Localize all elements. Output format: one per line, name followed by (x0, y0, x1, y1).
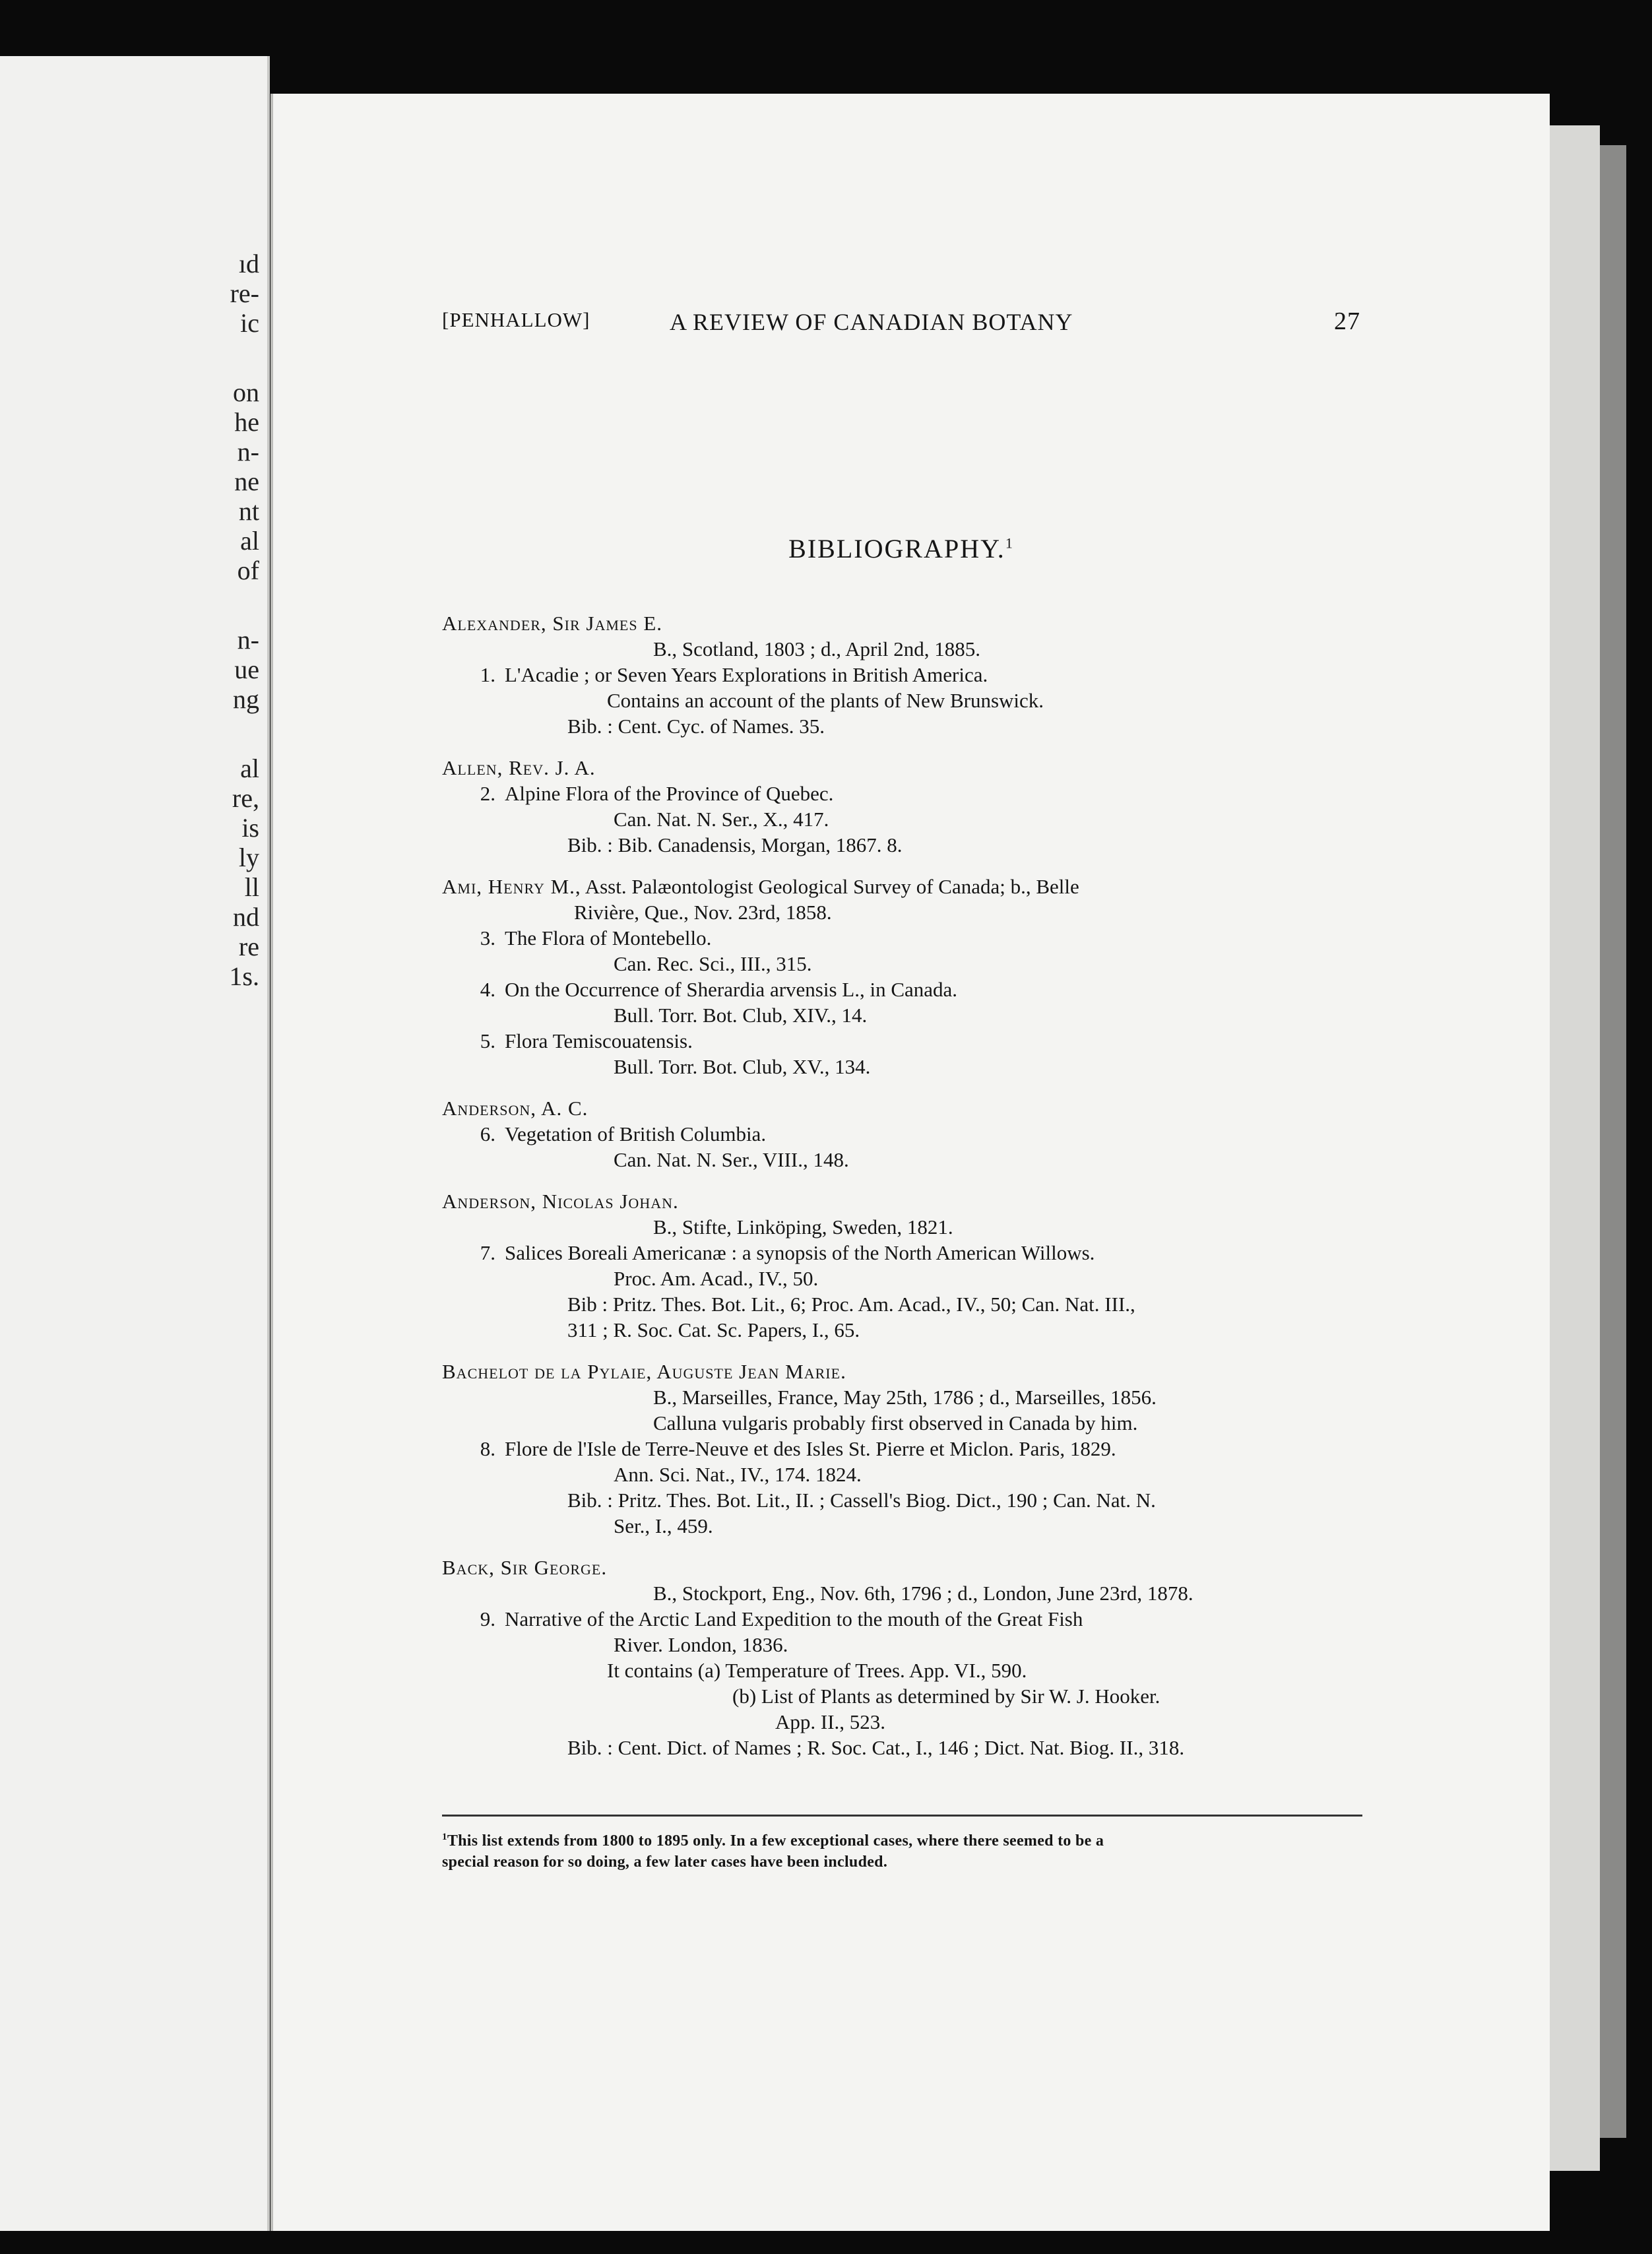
previous-page-fragment: ll (244, 872, 259, 902)
bib-bio-line: B., Stifte, Linköping, Sweden, 1821. (653, 1215, 953, 1239)
previous-page-fragment: ng (233, 684, 259, 714)
bib-work (442, 1436, 1362, 1462)
work-title: Vegetation of British Columbia. (505, 1122, 767, 1145)
bib-bio-line: B., Stockport, Eng., Nov. 6th, 1796 ; d., London, June 23rd, 1878. (653, 1582, 1193, 1605)
author-name: Ami, Henry M., (442, 875, 581, 898)
bib-author (442, 1359, 1362, 1384)
work-number: 7. (480, 1241, 495, 1264)
work-number: 9. (480, 1607, 495, 1630)
previous-page-fragment: al (240, 526, 259, 556)
bib-author (442, 874, 1362, 899)
work-title: Narrative of the Arctic Land Expedition to the mouth of the Great Fish (505, 1607, 1083, 1630)
bib-bio-line: B., Marseilles, France, May 25th, 1786 ; d., Marseilles, 1856. (653, 1386, 1157, 1409)
previous-page-fragment: nt (238, 496, 259, 526)
previous-page-fragment: ic (240, 308, 259, 338)
bib-cite-line: Can. Nat. N. Ser., VIII., 148. (614, 1148, 849, 1171)
bib-bib-line: Bib. : Cent. Cyc. of Names. 35. (567, 715, 825, 738)
page-number: 27 (1334, 307, 1360, 335)
running-head-author: [PENHALLOW] (442, 308, 590, 331)
work-title: Alpine Flora of the Province of Quebec. (505, 782, 834, 805)
work-number: 3. (480, 926, 495, 950)
bib-note3-line: (b) List of Plants as determined by Sir W. J. Hooker. (732, 1685, 1160, 1708)
bib-work (442, 977, 1362, 1002)
previous-page-fragment: 1s. (229, 961, 259, 991)
previous-page-fragment: ue (234, 655, 259, 684)
bib-entry (442, 1555, 1362, 1760)
bib-cite-line: River. London, 1836. (614, 1633, 788, 1656)
work-title: On the Occurrence of Sherardia arvensis L., in Canada. (505, 978, 958, 1001)
previous-page-fragment: re, (232, 783, 259, 813)
previous-page-fragment: on (233, 377, 259, 407)
bib-work (442, 662, 1362, 688)
running-header (442, 308, 1360, 348)
bib-bib-line: Bib : Pritz. Thes. Bot. Lit., 6; Proc. Am. Acad., IV., 50; Can. Nat. III., (567, 1293, 1135, 1316)
work-title: Salices Boreali Americanæ : a synopsis of the North American Willows. (505, 1241, 1095, 1264)
previous-page-fragment: nd (233, 902, 259, 932)
bib-cite-line: Bull. Torr. Bot. Club, XV., 134. (614, 1055, 871, 1078)
bibliography-entries (442, 610, 1362, 1776)
bib-author (442, 755, 1362, 781)
work-number: 8. (480, 1437, 495, 1460)
author-name: Allen, Rev. J. A. (442, 756, 596, 779)
work-title: Flore de l'Isle de Terre-Neuve et des Isles St. Pierre et Miclon. Paris, 1829. (505, 1437, 1116, 1460)
work-number: 2. (480, 782, 495, 805)
author-name: Back, Sir George. (442, 1556, 608, 1579)
work-number: 5. (480, 1029, 495, 1052)
author-description: Asst. Palæontologist Geological Survey of Canada; b., Belle (581, 875, 1079, 898)
bib-work (442, 925, 1362, 951)
footnote-mark: 1 (1005, 534, 1014, 552)
bib-work (442, 1240, 1362, 1266)
bib-author (442, 1095, 1362, 1121)
previous-page-fragment: n- (237, 625, 259, 655)
footnote-text-1: This list extends from 1800 to 1895 only. In a few exceptional cases, where there seemed to be a (447, 1832, 1104, 1850)
bib-bio-line: Calluna vulgaris probably first observed in Canada by him. (653, 1411, 1138, 1434)
bib-work (442, 1606, 1362, 1632)
previous-page-fragment: ly (238, 843, 259, 872)
previous-page-fragment: re- (230, 278, 259, 308)
bib-work (442, 1028, 1362, 1054)
footnote (442, 1826, 1362, 1873)
previous-page-fragment: ıd (238, 249, 259, 278)
section-title-text: BIBLIOGRAPHY. (788, 534, 1005, 564)
bib-note4-line: App. II., 523. (775, 1710, 886, 1733)
bib-cite-line: Can. Nat. N. Ser., X., 417. (614, 808, 829, 831)
section-title (442, 533, 1360, 564)
work-title: L'Acadie ; or Seven Years Explorations in British America. (505, 663, 988, 686)
footnote-line-1 (442, 1826, 1362, 1852)
bib-entry (442, 1095, 1362, 1173)
bib-work (442, 781, 1362, 806)
work-number: 1. (480, 663, 495, 686)
previous-page-fragment: he (234, 407, 259, 437)
work-number: 6. (480, 1122, 495, 1145)
previous-page-fragment: ne (234, 467, 259, 496)
bib-bib-line: 311 ; R. Soc. Cat. Sc. Papers, I., 65. (567, 1318, 860, 1341)
author-name: Anderson, A. C. (442, 1097, 588, 1120)
page-shadow (1600, 145, 1626, 2138)
author-name: Alexander, Sir James E. (442, 612, 663, 635)
footnote-rule (442, 1815, 1362, 1817)
author-name: Bachelot de la Pylaie, Auguste Jean Marie. (442, 1360, 846, 1383)
footnote-number: 1 (442, 1832, 447, 1842)
bib-work (442, 1121, 1362, 1147)
bib-entry (442, 755, 1362, 858)
previous-page-fragment: of (237, 556, 259, 585)
bib-cite-line: Ser., I., 459. (614, 1514, 713, 1537)
work-title: The Flora of Montebello. (505, 926, 712, 950)
bib-entry (442, 1188, 1362, 1343)
previous-page-fragment: is (241, 813, 259, 843)
bib-bib-line: Bib. : Cent. Dict. of Names ; R. Soc. Cat., I., 146 ; Dict. Nat. Biog. II., 318. (567, 1736, 1185, 1759)
bib-author (442, 1555, 1362, 1580)
work-title: Flora Temiscouatensis. (505, 1029, 693, 1052)
author-name: Anderson, Nicolas Johan. (442, 1190, 679, 1213)
previous-page-fragment: n- (237, 437, 259, 467)
bib-entry (442, 610, 1362, 739)
running-head-title: A REVIEW OF CANADIAN BOTANY (670, 309, 1073, 335)
bib-cite-line: Bull. Torr. Bot. Club, XIV., 14. (614, 1004, 868, 1027)
previous-page-fragment: re (238, 932, 259, 961)
bib-bib-line: Bib. : Bib. Canadensis, Morgan, 1867. 8. (567, 833, 903, 856)
work-number: 4. (480, 978, 495, 1001)
previous-page-fragment: al (240, 754, 259, 783)
bib-note-line: It contains (a) Temperature of Trees. App. VI., 590. (607, 1659, 1027, 1682)
bib-bio-line: B., Scotland, 1803 ; d., April 2nd, 1885. (653, 637, 980, 660)
bib-entry (442, 874, 1362, 1079)
footnote-line-2: special reason for so doing, a few later cases have been included. (442, 1853, 888, 1871)
bib-cite-line: Proc. Am. Acad., IV., 50. (614, 1267, 819, 1290)
bib-author (442, 1188, 1362, 1214)
bib-cont-line: Rivière, Que., Nov. 23rd, 1858. (574, 901, 832, 924)
next-page-edge (1547, 125, 1600, 2171)
bib-cite-line: Ann. Sci. Nat., IV., 174. 1824. (614, 1463, 862, 1486)
previous-page-edge (0, 56, 270, 2231)
bib-entry (442, 1359, 1362, 1539)
bib-bib-line: Bib. : Pritz. Thes. Bot. Lit., II. ; Cassell's Biog. Dict., 190 ; Can. Nat. N. (567, 1489, 1156, 1512)
bib-cite-line: Can. Rec. Sci., III., 315. (614, 952, 812, 975)
bib-note-line: Contains an account of the plants of New Brunswick. (607, 689, 1044, 712)
bib-author (442, 610, 1362, 636)
